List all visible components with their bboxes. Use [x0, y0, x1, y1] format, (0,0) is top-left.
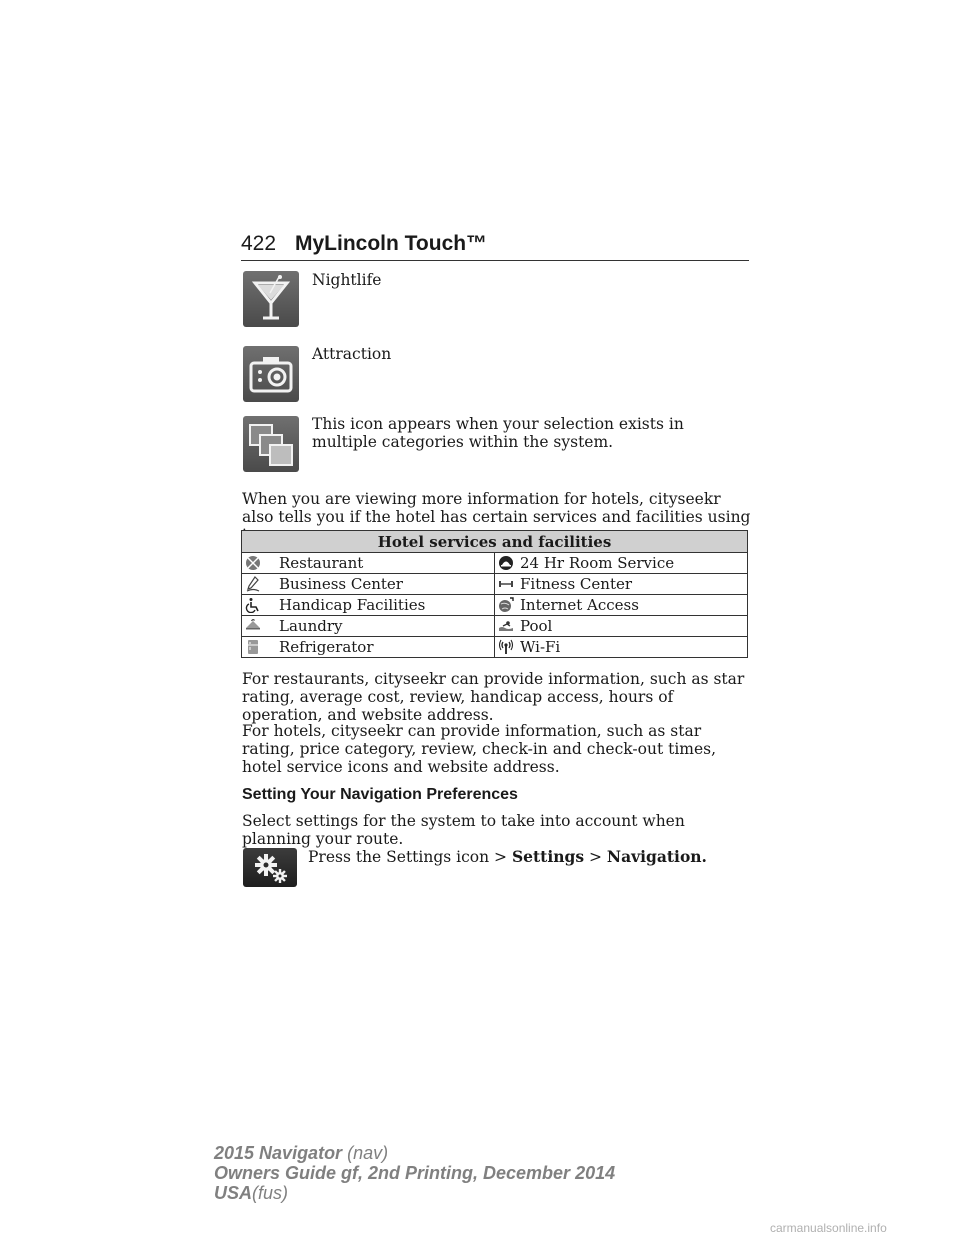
settings-gears-icon — [243, 848, 297, 887]
hotel-services-table — [241, 530, 748, 658]
service-label: 24 Hr Room Service — [520, 554, 675, 572]
wifi-icon — [498, 639, 514, 655]
page-header — [241, 232, 749, 261]
footer-region-line — [214, 1183, 288, 1203]
table-cell — [242, 616, 495, 637]
business-center-icon — [245, 576, 261, 592]
table-cell — [242, 574, 495, 595]
settings-instruction-separator: > — [584, 848, 607, 866]
page-number: 422 — [241, 232, 277, 255]
table-cell — [495, 595, 748, 616]
table-cell — [242, 595, 495, 616]
footer-region: USA — [214, 1183, 253, 1203]
footer-model: 2015 Navigator — [214, 1143, 343, 1163]
footer-model-line — [214, 1143, 388, 1163]
chapter-title: MyLincoln Touch™ — [295, 232, 488, 255]
fitness-icon — [498, 576, 514, 592]
table-row — [242, 574, 748, 595]
nightlife-label: Nightlife — [312, 271, 382, 289]
multiple-categories-icon — [243, 416, 299, 472]
section-paragraph: Select settings for the system to take into account when planning your route. — [242, 812, 685, 848]
table-cell — [242, 637, 495, 658]
service-label: Wi-Fi — [520, 638, 561, 656]
settings-menu-label: Settings — [511, 847, 585, 866]
pool-icon — [498, 618, 514, 634]
settings-instruction-prefix: Press the Settings icon > — [308, 848, 512, 866]
navigation-menu-label: Navigation. — [606, 847, 707, 866]
table-cell — [495, 574, 748, 595]
table-row — [242, 616, 748, 637]
refrigerator-icon — [245, 639, 261, 655]
footer-guide-line — [214, 1163, 615, 1183]
attraction-label: Attraction — [312, 345, 392, 363]
section-heading: Setting Your Navigation Preferences — [242, 786, 518, 803]
footer-region-code: (fus) — [252, 1183, 289, 1203]
restaurants-paragraph: For restaurants, cityseekr can provide information, such as star rating, average cost, review, handicap access, hours of operation, and website address. — [242, 670, 745, 724]
table-cell — [242, 553, 495, 574]
table-cell — [495, 637, 748, 658]
service-label: Restaurant — [279, 554, 364, 572]
service-label: Pool — [520, 617, 553, 635]
service-label: Internet Access — [520, 596, 639, 614]
restaurant-icon — [245, 555, 261, 571]
service-label: Business Center — [279, 575, 403, 593]
footer-model-code: (nav) — [347, 1143, 389, 1163]
service-label: Fitness Center — [520, 575, 633, 593]
watermark: carmanualsonline.info — [770, 1221, 887, 1235]
table-row — [242, 637, 748, 658]
laundry-icon — [245, 618, 261, 634]
table-title: Hotel services and facilities — [242, 531, 748, 553]
intro-paragraph: When you are viewing more information for hotels, cityseekr also tells you if the hotel has certain services and facilities using — [242, 490, 751, 526]
table-row — [242, 595, 748, 616]
footer-guide: Owners Guide gf, 2nd Printing, December 2014 — [214, 1163, 616, 1183]
room-service-icon — [498, 555, 514, 571]
table-row — [242, 553, 748, 574]
camera-icon — [243, 346, 299, 402]
internet-icon — [498, 597, 514, 613]
service-label: Refrigerator — [279, 638, 374, 656]
settings-instruction — [308, 848, 707, 866]
multiple-categories-description: This icon appears when your selection exists in multiple categories within the system. — [312, 415, 684, 451]
table-cell — [495, 616, 748, 637]
service-label: Laundry — [279, 617, 343, 635]
hotels-paragraph: For hotels, cityseekr can provide information, such as star rating, price category, review, check-in and check-out times, hotel service icons and website address. — [242, 722, 717, 776]
martini-glass-icon — [243, 271, 299, 327]
handicap-icon — [245, 597, 261, 613]
table-cell — [495, 553, 748, 574]
service-label: Handicap Facilities — [279, 596, 426, 614]
